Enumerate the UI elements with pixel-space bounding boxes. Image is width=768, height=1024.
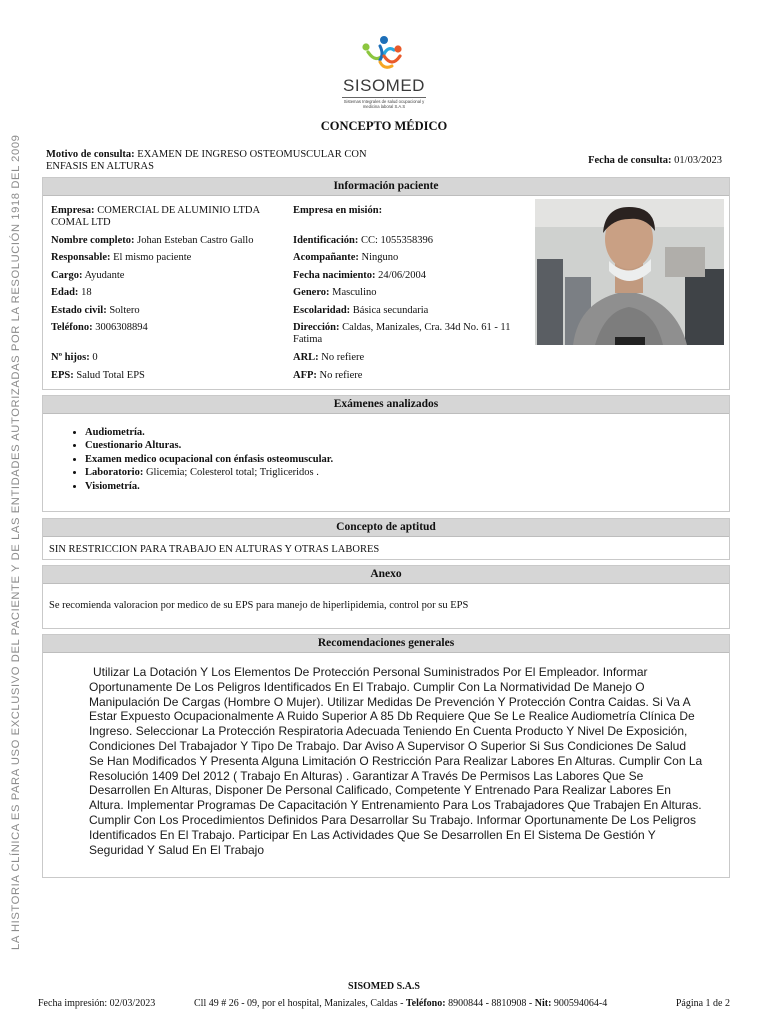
logo-divider (342, 97, 426, 98)
footer-print-date: Fecha impresión: 02/03/2023 (38, 998, 156, 1009)
annex-section (42, 565, 730, 629)
footer-address: Cll 49 # 26 - 09, por el hospital, Manizales, Caldas - (194, 998, 404, 1009)
list-item: • Laboratorio: Glicemia; Colesterol total; Trigliceridos . (85, 466, 729, 479)
fecha-value: 01/03/2023 (674, 155, 722, 166)
field-afp: AFP: No refiere (293, 370, 363, 381)
field-edad: Edad: 18 (51, 287, 92, 298)
aptitude-section (42, 518, 730, 560)
field-nombre: Nombre completo: Johan Esteban Castro Gallo (51, 235, 254, 246)
field-empresa: Empresa: COMERCIAL DE ALUMINIO LTDA COMAL LTD (51, 205, 260, 228)
footer-tel-value: 8900844 - 8810908 - (448, 998, 533, 1009)
footer-nit-label: Nit: (534, 998, 552, 1009)
field-cargo: Cargo: Ayudante (51, 270, 125, 281)
patient-photo (535, 199, 724, 345)
footer-tel-label: Teléfono: (405, 998, 446, 1009)
list-item: • Audiometría. (85, 426, 729, 439)
footer-nit-value: 900594064-4 (553, 998, 608, 1009)
logo-wordmark: SISOMED (343, 76, 425, 95)
field-telefono: Teléfono: 3006308894 (51, 322, 148, 333)
recommendations-text: Utilizar La Dotación Y Los Elementos De Protección Personal Suministrados Por El Empleador. Informar Oportunamente De Los Peligros Identificados En El Trabajo. Cumplir Con La Normatividad De Manejo O Manipulación De Cargas (Hombre O Mujer). Utilizar Medidas De Prevención Y Protección Contra Caidas. Si Va A Estar Expuesto Ocupacionalmente A Ruido Superior A 85 Db Requiere Que Se Le Realice Audiometría Clínica De Ingreso. Seleccionar La Protección Respiratoria Adecuada Teniendo En Cuenta Producto Y Nivel De Exposición, Condiciones Del Trabajador Y Tipo De Trabajo. Dar Aviso A Supervisor O Superior Si Sus Condiciones De Salud Se Han Modificados Y Presenta Alguna Limitación O Restricción Para Realizar Labores En Alturas. Cumplir Con La Resolución 1409 Del 2012 ( Trabajo En Alturas) . Garantizar A Través De Permisos Las Labores Que Se Desarrollen En Alturas, Disponer De Personal Calificado, Competente Y Entrenado Para Realizar Labores En Altura. Implementar Programas De Capacitación Y Entrenamiento Para Los Trabajadores Que Trabajen En Alturas. Cumplir Con Los Procedimientos Definidos Para Desarrollar Su Trabajo. Informar Oportunamente De Los Peligros Identificados En El Trabajo. Participar En Las Actividades Que Se Desarrollen En El Sistema De Gestión Y Seguridad Y Salud En El Trabajo (89, 665, 703, 857)
field-direccion: Dirección: Caldas, Manizales, Cra. 34d No. 61 - 11 Fatima (293, 322, 511, 345)
patient-info-heading: Información paciente (43, 178, 729, 196)
recommendations-heading: Recomendaciones generales (43, 635, 729, 653)
logo-mark-icon (336, 32, 432, 76)
company-logo (336, 32, 432, 112)
footer-company: SISOMED S.A.S (348, 981, 420, 992)
patient-portrait-icon (535, 199, 724, 345)
field-responsable: Responsable: El mismo paciente (51, 252, 192, 263)
field-arl: ARL: No refiere (293, 352, 365, 363)
field-genero: Genero: Masculino (293, 287, 377, 298)
document-title: CONCEPTO MÉDICO (320, 119, 448, 133)
footer-page-number: Página 1 de 2 (675, 998, 730, 1009)
annex-heading: Anexo (43, 566, 729, 584)
patient-info-section (42, 177, 730, 390)
annex-text: Se recomienda valoracion por medico de su EPS para manejo de hiperlipidemia, control por su EPS (49, 600, 469, 611)
legal-side-note: LA HISTORIA CLÍNICA ES PARA USO EXCLUSIVO DEL PACIENTE Y DE LAS ENTIDADES AUTORIZADAS POR LA RESOLUCIÓN 1918 DEL 2009 (10, 134, 22, 950)
field-identificacion: Identificación: CC: 1055358396 (293, 235, 434, 246)
field-acompanante: Acompañante: Ninguno (293, 252, 399, 263)
list-item: • Cuestionario Alturas. (85, 439, 729, 452)
logo-tagline: Sistemas Integrales de salud ocupacional y medicina laboral S.A.S (343, 99, 425, 109)
field-fecha-nacimiento: Fecha nacimiento: 24/06/2004 (293, 270, 426, 281)
list-item: • Examen medico ocupacional con énfasis osteomuscular. (85, 453, 729, 466)
field-hijos: Nº hijos: 0 (51, 352, 98, 363)
motivo-label: Motivo de consulta: (46, 149, 135, 160)
fecha-label: Fecha de consulta: (588, 155, 672, 166)
aptitude-text: SIN RESTRICCION PARA TRABAJO EN ALTURAS Y OTRAS LABORES (49, 544, 380, 555)
consultation-date (588, 155, 722, 166)
list-item: • Visiometría. (85, 480, 729, 493)
footer-contact (194, 998, 607, 1009)
field-eps: EPS: Salud Total EPS (51, 370, 145, 381)
consultation-reason (46, 149, 386, 173)
exams-list (43, 414, 729, 493)
exams-section (42, 395, 730, 512)
field-escolaridad: Escolaridad: Básica secundaria (293, 305, 429, 316)
motivo-value: EXAMEN DE INGRESO OSTEOMUSCULAR CON ENFASIS EN ALTURAS (46, 149, 367, 172)
field-estado-civil: Estado civil: Soltero (51, 305, 140, 316)
exams-heading: Exámenes analizados (43, 396, 729, 414)
recommendations-section (42, 634, 730, 878)
field-empresa-mision: Empresa en misión: (293, 205, 383, 216)
aptitude-heading: Concepto de aptitud (43, 519, 729, 537)
